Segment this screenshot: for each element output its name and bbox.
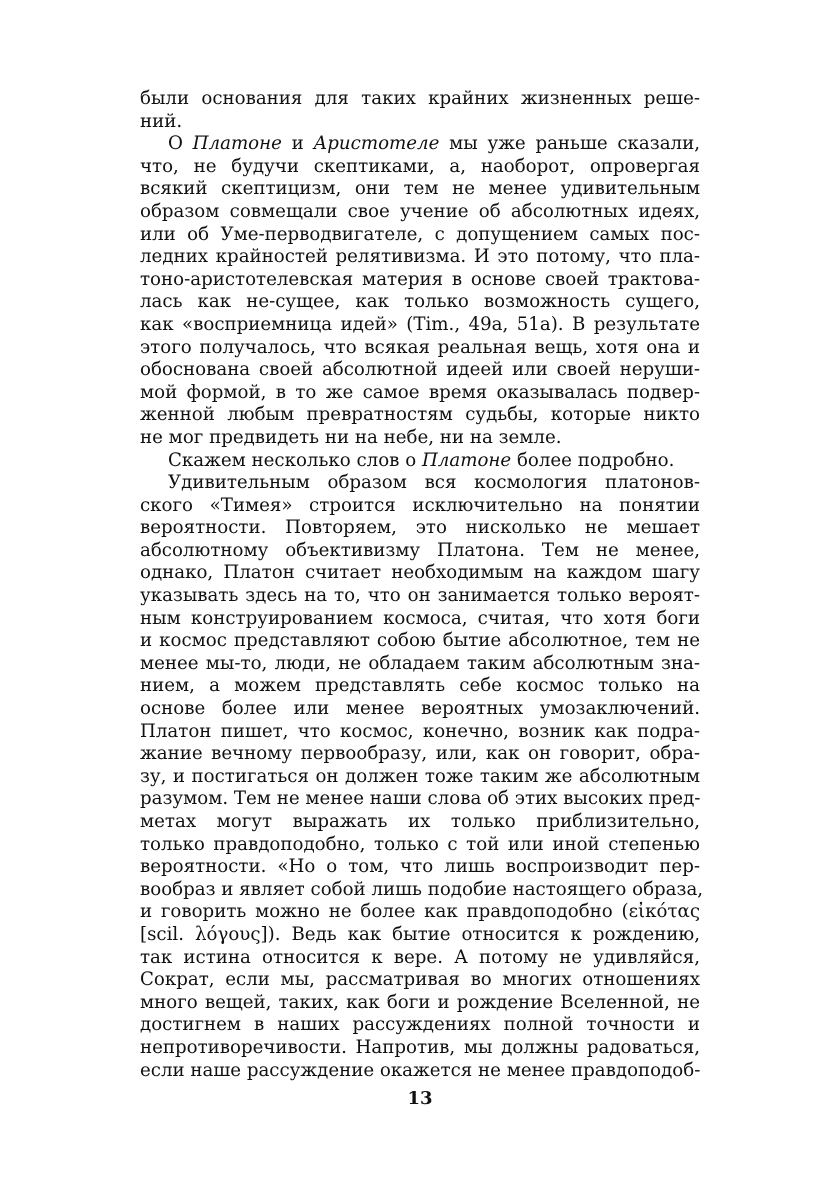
text-segment: лась как не-сущее, как только возможность сущего,: [140, 291, 700, 313]
text-segment: обоснована своей абсолютной идеей или своей неруши-: [140, 359, 700, 381]
text-line: [140, 788, 700, 811]
text-segment: указывать здесь на то, что он занимается только вероят-: [140, 585, 700, 607]
text-line: [140, 721, 700, 744]
text-segment: не мог предвидеть ни на небе, ни на земле.: [140, 426, 562, 448]
text-segment: ным конструированием космоса, считая, что хотя боги: [140, 607, 700, 629]
text-segment: как «восприемница идей» (Tim., 49a, 51a). В результате: [140, 313, 700, 335]
text-line: [140, 495, 700, 518]
text-segment: нием, а можем представлять себе космос только на: [140, 675, 700, 697]
text-line: [140, 224, 700, 247]
text-segment: и говорить можно не более как правдоподобно (εἰκότας: [140, 901, 700, 923]
italic-name: Платоне: [421, 449, 512, 471]
text-line: [140, 111, 700, 134]
text-segment: Удивительным образом вся космология платонов-: [168, 472, 700, 494]
text-line: [140, 314, 700, 337]
text-line: [140, 201, 700, 224]
text-segment: основе более или менее вероятных умозаключений.: [140, 698, 700, 720]
text-line: [140, 517, 700, 540]
text-line: [140, 901, 700, 924]
text-segment: ского «Тимея» строится исключительно на понятии: [140, 494, 700, 516]
text-line: [140, 382, 700, 405]
text-segment: вероятности. «Но о том, что лишь воспроизводит пер-: [140, 856, 700, 878]
text-segment: что, не будучи скептиками, а, наоборот, опровергая: [140, 155, 700, 177]
text-segment: менее мы-то, люди, не обладаем таким абсолютным зна-: [140, 652, 700, 674]
text-line: [140, 834, 700, 857]
page-number: 13: [407, 1088, 433, 1109]
text-segment: однако, Платон считает необходимым на каждом шагу: [140, 562, 700, 584]
text-line: [140, 969, 700, 992]
text-line: [140, 947, 700, 970]
text-segment: зу, и постигаться он должен тоже таким же абсолютным: [140, 765, 700, 787]
text-line: [140, 811, 700, 834]
text-line: [140, 924, 700, 947]
text-line: [140, 1037, 700, 1060]
text-segment: Сократ, если мы, рассматривая во многих отношениях: [140, 969, 700, 991]
text-line: [140, 472, 700, 495]
text-segment: образом совмещали свое учение об абсолютных идеях,: [140, 200, 700, 222]
text-segment: ледних крайностей релятивизма. И это потому, что пла-: [140, 246, 700, 268]
text-line: [140, 743, 700, 766]
text-segment: так истина относится к вере. А потому не удивляйся,: [140, 946, 700, 968]
text-line: [140, 540, 700, 563]
text-line: [140, 269, 700, 292]
text-line: [140, 562, 700, 585]
text-line: [140, 766, 700, 789]
text-segment: этого получалось, что всякая реальная вещь, хотя она и: [140, 336, 700, 358]
text-segment: Платон пишет, что космос, конечно, возник как подра-: [140, 720, 700, 742]
text-line: [140, 88, 700, 111]
text-line: [140, 698, 700, 721]
text-segment: ний.: [140, 110, 183, 132]
text-line: [140, 608, 700, 631]
text-line: [140, 675, 700, 698]
text-segment: если наше рассуждение окажется не менее правдоподоб-: [140, 1059, 701, 1081]
text-line: [140, 450, 700, 473]
body-text: [140, 88, 704, 1082]
text-segment: вообраз и являет собой лишь подобие настоящего образа,: [140, 878, 704, 900]
italic-name: Аристотеле: [313, 133, 440, 155]
text-segment: жание вечному первообразу, или, как он говорит, обра-: [140, 743, 700, 765]
text-segment: достигнем в наших рассуждениях полной точности и: [140, 1014, 700, 1036]
text-segment: мы уже раньше сказали,: [439, 133, 700, 155]
text-segment: О: [168, 133, 193, 155]
text-segment: метах могут выражать их только приблизительно,: [140, 811, 700, 832]
text-segment: или об Уме-перводвигателе, с допущением самых пос-: [140, 223, 700, 245]
text-line: [140, 653, 700, 676]
text-line: [140, 359, 700, 382]
text-line: [140, 992, 700, 1015]
text-segment: и космос представляют собою бытие абсолютное, тем не: [140, 630, 700, 652]
text-segment: мой формой, в то же самое время оказывалась подвер-: [140, 381, 700, 403]
text-line: [140, 246, 700, 269]
italic-name: Платоне: [192, 133, 282, 155]
text-segment: много вещей, таких, как боги и рождение Вселенной, не: [140, 991, 700, 1013]
text-segment: вероятности. Повторяем, это нисколько не мешает: [140, 517, 700, 539]
text-segment: и: [281, 133, 314, 155]
text-line: [140, 337, 700, 360]
text-line: [140, 630, 700, 653]
text-segment: только правдоподобно, только с той или иной степенью: [140, 833, 700, 855]
text-line: [140, 178, 700, 201]
text-segment: были основания для таких крайних жизненных реше-: [140, 88, 700, 109]
text-line: [140, 291, 700, 314]
text-segment: разумом. Тем не менее наши слова об этих высоких пред-: [140, 788, 701, 810]
text-line: [140, 404, 700, 427]
text-segment: [scil. λόγους]). Ведь как бытие относится к рождению,: [140, 923, 700, 945]
text-segment: женной любым превратностям судьбы, которые никто: [140, 404, 700, 426]
text-line: [140, 427, 700, 450]
text-line: [140, 1060, 700, 1083]
text-segment: абсолютному объективизму Платона. Тем не менее,: [140, 539, 700, 561]
text-segment: более подробно.: [511, 449, 675, 471]
text-segment: Скажем несколько слов о: [168, 449, 422, 471]
text-segment: непротиворечивости. Напротив, мы должны радоваться,: [140, 1036, 700, 1058]
text-line: [140, 156, 700, 179]
text-line: [140, 878, 704, 902]
text-line: [140, 1014, 700, 1037]
text-segment: всякий скептицизм, они тем не менее удивительным: [140, 178, 700, 200]
text-line: [140, 585, 700, 608]
text-line: [140, 133, 700, 156]
text-segment: тоно-аристотелевская материя в основе своей трактова-: [140, 268, 700, 290]
text-line: [140, 856, 700, 879]
